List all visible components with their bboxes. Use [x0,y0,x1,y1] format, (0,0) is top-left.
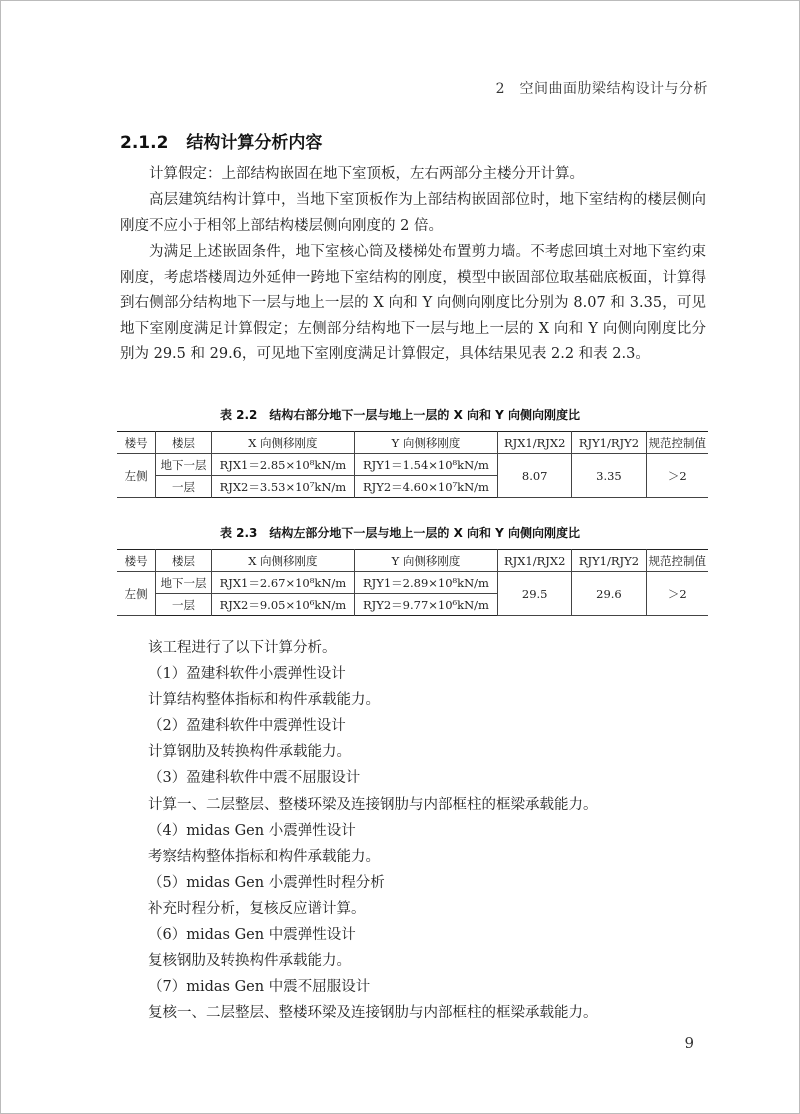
floor-cell: 地下一层 [156,572,212,594]
x-stiffness-cell: RJX1＝2.85×10⁸kN/m [211,454,354,476]
page-number: 9 [684,1034,694,1052]
table-2-3 [117,549,708,616]
list-item-title: （5）midas Gen 小震弹性时程分析 [148,874,385,891]
header-cell: RJY1/RJY2 [572,432,646,454]
header-cell: Y 向侧移刚度 [354,432,497,454]
list-item-detail: 计算钢肋及转换构件承载能力。 [148,744,351,761]
header-cell: 规范控制值 [646,432,708,454]
list-item-title: （6）midas Gen 中震弹性设计 [148,927,356,944]
floor-cell: 一层 [156,594,212,616]
list-item-detail: 复核钢肋及转换构件承载能力。 [148,953,351,970]
table-header-row [117,550,708,572]
floor-cell: 地下一层 [156,454,212,476]
list-item-detail: 补充时程分析，复核反应谱计算。 [148,900,366,917]
y-stiffness-cell: RJY1＝2.89×10⁸kN/m [354,572,497,594]
analysis-intro: 该工程进行了以下计算分析。 [148,640,337,656]
table-2-2 [117,431,708,498]
list-item-title: （2）盈建科软件中震弹性设计 [148,718,346,735]
table-row [117,454,708,476]
header-cell: Y 向侧移刚度 [354,550,497,572]
building-cell: 左侧 [117,572,156,616]
list-item-title: （1）盈建科软件小震弹性设计 [148,666,346,683]
table-2-2-caption: 表 2.2 结构右部分地下一层与地上一层的 X 向和 Y 向侧向刚度比 [219,408,581,422]
y-stiffness-cell: RJY1＝1.54×10⁸kN/m [354,454,497,476]
header-cell: RJX1/RJX2 [498,550,572,572]
table-header-row [117,432,708,454]
analysis-list [148,635,598,1026]
header-cell: 楼号 [117,550,156,572]
header-cell: 楼层 [156,550,212,572]
list-item-detail: 计算一、二层整层、整楼环梁及连接钢肋与内部框柱的框梁承载能力。 [148,796,598,813]
x-stiffness-cell: RJX2＝9.05×10⁶kN/m [211,594,354,616]
running-header: 2 空间曲面肋梁结构设计与分析 [495,81,708,97]
header-cell: 楼层 [156,432,212,454]
limit-cell: ＞2 [646,572,708,616]
header-cell: RJY1/RJY2 [572,550,646,572]
ratio-y-cell: 3.35 [572,454,646,498]
header-cell: 楼号 [117,432,156,454]
y-stiffness-cell: RJY2＝9.77×10⁶kN/m [354,594,497,616]
x-stiffness-cell: RJX2＝3.53×10⁷kN/m [211,476,354,498]
header-cell: X 向侧移刚度 [211,550,354,572]
list-item-title: （4）midas Gen 小震弹性设计 [148,822,356,839]
building-cell: 左侧 [117,454,156,498]
list-item-title: （3）盈建科软件中震不屈服设计 [148,770,361,787]
list-item-detail: 考察结构整体指标和构件承载能力。 [148,848,380,865]
y-stiffness-cell: RJY2＝4.60×10⁷kN/m [354,476,497,498]
header-cell: 规范控制值 [646,550,708,572]
list-item-title: （7）midas Gen 中震不屈服设计 [148,979,371,996]
paragraph-assumption: 计算假定：上部结构嵌固在地下室顶板，左右两部分主楼分开计算。 [149,166,584,182]
header-cell: X 向侧移刚度 [211,432,354,454]
ratio-y-cell: 29.6 [572,572,646,616]
list-item-detail: 复核一、二层整层、整楼环梁及连接钢肋与内部框柱的框梁承载能力。 [148,1005,598,1022]
list-item-detail: 计算结构整体指标和构件承载能力。 [148,692,380,709]
header-cell: RJX1/RJX2 [498,432,572,454]
limit-cell: ＞2 [646,454,708,498]
paragraph-embedding-results: 为满足上述嵌固条件，地下室核心筒及楼梯处布置剪力墙。不考虑回填土对地下室约束刚度，考虑塔楼周边外延伸一跨地下室结构的刚度，模型中嵌固部位取基础底板面，计算得到右侧部分结构地下一层与地上一层的 X 向和 Y 向侧向刚度比分别为 8.07 和 3.35，可见地下室刚度满足计算假定；左侧部分结构地下一层与地上一层的 X 向和 Y 向侧向刚度比分别为 29.5 和 29.6，可见地下室刚度满足计算假定，具体结果见表 2.2 和表 2.3。 [120,244,706,363]
ratio-x-cell: 8.07 [498,454,572,498]
section-title: 结构计算分析内容 [186,133,323,153]
table-row [117,572,708,594]
floor-cell: 一层 [156,476,212,498]
ratio-x-cell: 29.5 [498,572,572,616]
section-heading [120,128,322,153]
section-number: 2.1.2 [120,133,169,153]
table-2-3-caption: 表 2.3 结构左部分地下一层与地上一层的 X 向和 Y 向侧向刚度比 [219,526,581,540]
x-stiffness-cell: RJX1＝2.67×10⁸kN/m [211,572,354,594]
paragraph-stiffness-requirement: 高层建筑结构计算中，当地下室顶板作为上部结构嵌固部位时，地下室结构的楼层侧向刚度不应小于相邻上部结构楼层侧向刚度的 2 倍。 [120,192,706,234]
